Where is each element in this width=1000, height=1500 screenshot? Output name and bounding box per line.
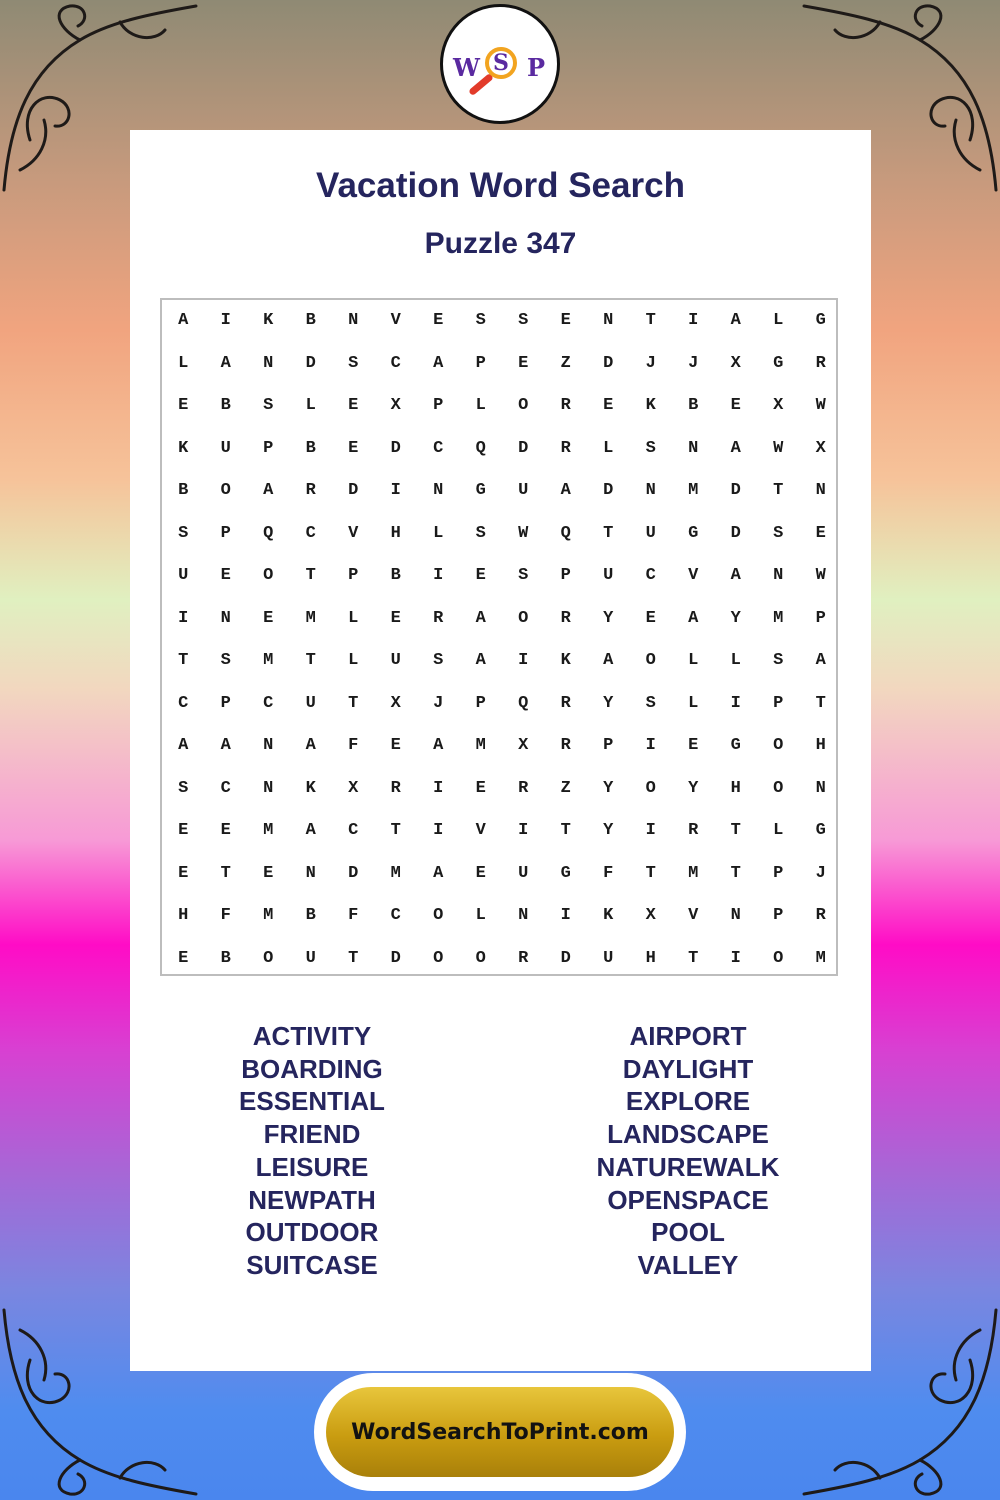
grid-cell[interactable]: S <box>220 651 231 670</box>
grid-cell[interactable]: Z <box>560 353 571 373</box>
grid-cell[interactable]: N <box>688 438 699 458</box>
grid-cell[interactable]: O <box>220 481 231 500</box>
grid-cell[interactable]: E <box>348 396 359 415</box>
grid-cell[interactable]: T <box>730 821 741 840</box>
grid-cell[interactable]: N <box>730 906 741 925</box>
grid-cell[interactable]: X <box>390 396 401 415</box>
grid-cell[interactable]: I <box>730 948 741 968</box>
grid-cell[interactable]: E <box>263 608 274 628</box>
grid-cell[interactable]: S <box>178 778 189 798</box>
word-list-item: EXPLORE <box>625 1086 751 1117</box>
grid-cell[interactable]: P <box>220 693 231 713</box>
grid-cell[interactable]: T <box>348 693 359 713</box>
grid-cell[interactable]: E <box>220 566 231 585</box>
grid-cell[interactable]: E <box>603 396 614 415</box>
grid-cell[interactable]: Y <box>730 608 741 628</box>
word-list-item: AIRPORT <box>629 1021 747 1051</box>
grid-cell[interactable]: R <box>560 736 571 755</box>
grid-cell[interactable]: Y <box>603 693 614 713</box>
grid-cell[interactable]: I <box>433 566 444 585</box>
grid-cell[interactable]: E <box>730 396 741 415</box>
logo-letter-p: P <box>526 53 545 82</box>
grid-cell[interactable]: T <box>220 863 231 883</box>
grid-cell[interactable]: X <box>815 438 826 458</box>
grid-cell[interactable]: P <box>560 566 571 585</box>
grid-cell[interactable]: L <box>773 311 784 330</box>
grid-cell[interactable]: D <box>603 353 614 373</box>
grid-cell[interactable]: E <box>645 608 656 628</box>
word-list-item: NATUREWALK <box>596 1151 780 1182</box>
grid-cell[interactable]: L <box>305 396 316 415</box>
grid-cell[interactable]: N <box>603 311 614 330</box>
grid-cell[interactable]: E <box>475 863 486 883</box>
grid-cell[interactable]: D <box>390 948 401 968</box>
grid-cell[interactable]: D <box>518 438 529 458</box>
grid-cell[interactable]: O <box>773 736 784 755</box>
grid-cell[interactable]: A <box>305 821 316 840</box>
grid-cell[interactable]: C <box>305 523 316 543</box>
grid-cell[interactable]: I <box>433 778 444 798</box>
grid-cell[interactable]: V <box>390 311 401 330</box>
grid-cell[interactable]: O <box>518 396 529 415</box>
logo-letter-s: S <box>493 50 509 76</box>
grid-cell[interactable]: N <box>518 906 529 925</box>
word-list-item: FRIEND <box>263 1119 361 1150</box>
word-list-left <box>162 1020 462 1282</box>
grid-cell[interactable]: L <box>475 906 486 925</box>
grid-cell[interactable]: B <box>305 906 316 925</box>
grid-cell[interactable]: U <box>518 863 529 883</box>
grid-cell[interactable]: E <box>178 821 189 840</box>
grid-cell[interactable]: A <box>475 651 486 670</box>
grid-cell[interactable]: U <box>603 566 614 585</box>
grid-cell[interactable]: E <box>390 736 401 755</box>
grid-cell[interactable]: F <box>603 863 614 883</box>
grid-cell[interactable]: M <box>688 481 699 500</box>
grid-cell[interactable]: A <box>433 736 444 755</box>
grid-cell[interactable]: T <box>305 566 316 585</box>
grid-cell[interactable]: P <box>603 736 614 755</box>
grid-cell[interactable]: D <box>390 438 401 458</box>
grid-cell[interactable]: E <box>475 566 486 585</box>
grid-cell[interactable]: B <box>305 438 316 458</box>
grid-cell[interactable]: M <box>390 863 401 883</box>
grid-cell[interactable]: A <box>560 481 571 500</box>
grid-cell[interactable]: W <box>773 438 784 458</box>
grid-cell[interactable]: C <box>645 566 656 585</box>
grid-cell[interactable]: S <box>518 311 529 330</box>
grid-cell[interactable]: J <box>433 693 444 713</box>
grid-cell[interactable]: R <box>815 353 826 373</box>
grid-cell[interactable]: V <box>348 523 359 543</box>
grid-cell[interactable]: E <box>178 396 189 415</box>
grid-cell[interactable]: O <box>263 566 274 585</box>
letter-grid[interactable] <box>160 298 838 976</box>
grid-cell[interactable]: N <box>645 481 656 500</box>
grid-cell[interactable]: A <box>263 481 274 500</box>
grid-cell[interactable]: S <box>773 651 784 670</box>
footer-banner[interactable] <box>314 1373 686 1491</box>
grid-cell[interactable]: K <box>560 651 571 670</box>
grid-cell[interactable]: L <box>348 608 359 628</box>
grid-cell[interactable]: H <box>815 736 826 755</box>
grid-cell[interactable]: A <box>220 736 231 755</box>
grid-cell[interactable]: J <box>815 863 826 883</box>
grid-cell[interactable]: S <box>263 396 274 415</box>
word-list-item: SUITCASE <box>246 1249 378 1280</box>
grid-cell[interactable]: Q <box>560 523 571 543</box>
grid-cell[interactable]: R <box>815 906 826 925</box>
grid-cell[interactable]: P <box>773 693 784 713</box>
grid-cell[interactable]: U <box>305 693 316 713</box>
grid-cell[interactable]: E <box>560 311 571 330</box>
grid-cell[interactable]: W <box>815 396 826 415</box>
grid-cell[interactable]: I <box>688 311 699 330</box>
grid-cell[interactable]: V <box>475 821 486 840</box>
word-list-item: ESSENTIAL <box>239 1086 385 1117</box>
grid-cell[interactable]: D <box>603 481 614 500</box>
grid-cell[interactable]: E <box>178 863 189 883</box>
grid-cell[interactable]: T <box>348 948 359 968</box>
grid-cell[interactable]: I <box>730 693 741 713</box>
grid-cell[interactable]: M <box>263 906 274 925</box>
grid-cell[interactable]: S <box>645 438 656 458</box>
grid-cell[interactable]: P <box>773 906 784 925</box>
grid-cell[interactable]: R <box>518 778 529 798</box>
grid-cell[interactable]: C <box>390 906 401 925</box>
grid-cell[interactable]: Q <box>475 438 486 458</box>
grid-cell[interactable]: X <box>518 736 529 755</box>
grid-cell[interactable]: H <box>730 778 741 798</box>
grid-cell[interactable]: X <box>730 353 741 373</box>
grid-cell[interactable]: T <box>178 651 189 670</box>
grid-cell[interactable]: O <box>645 651 656 670</box>
grid-cell[interactable]: C <box>348 821 359 840</box>
grid-cell[interactable]: O <box>475 948 486 968</box>
grid-cell[interactable]: B <box>688 396 699 415</box>
page-title: Vacation Word Search <box>316 166 685 205</box>
grid-cell[interactable]: U <box>518 481 529 500</box>
grid-cell[interactable]: A <box>178 311 189 330</box>
grid-cell[interactable]: O <box>518 608 529 628</box>
grid-cell[interactable]: L <box>433 523 444 543</box>
grid-cell[interactable]: E <box>433 311 444 330</box>
grid-cell[interactable]: U <box>178 566 189 585</box>
word-list-item: LANDSCAPE <box>607 1119 769 1150</box>
grid-cell[interactable]: Z <box>560 778 571 798</box>
grid-cell[interactable]: R <box>390 778 401 798</box>
grid-cell[interactable]: N <box>815 778 826 798</box>
grid-cell[interactable]: L <box>348 651 359 670</box>
grid-cell[interactable]: E <box>688 736 699 755</box>
grid-cell[interactable]: A <box>305 736 316 755</box>
grid-cell[interactable]: E <box>475 778 486 798</box>
grid-cell[interactable]: K <box>645 396 656 415</box>
grid-cell[interactable]: P <box>773 863 784 883</box>
grid-cell[interactable]: T <box>390 821 401 840</box>
grid-cell[interactable]: K <box>603 906 614 925</box>
grid-cell[interactable]: R <box>560 396 571 415</box>
grid-cell[interactable]: E <box>390 608 401 628</box>
footer-site-link[interactable]: WordSearchToPrint.com <box>351 1419 649 1445</box>
grid-cell[interactable]: N <box>263 778 274 798</box>
grid-cell[interactable]: N <box>305 863 316 883</box>
grid-cell[interactable]: X <box>773 396 784 415</box>
grid-cell[interactable]: I <box>518 651 529 670</box>
grid-cell[interactable]: T <box>305 651 316 670</box>
word-list-item: OUTDOOR <box>245 1217 379 1248</box>
grid-cell[interactable]: E <box>178 948 189 968</box>
grid-cell[interactable]: L <box>730 651 741 670</box>
grid-cell[interactable]: P <box>433 396 444 415</box>
grid-cell[interactable]: K <box>263 311 274 330</box>
grid-cell[interactable]: I <box>390 481 401 500</box>
grid-cell[interactable]: S <box>645 693 656 713</box>
grid-cell[interactable]: G <box>730 736 741 755</box>
grid-cell[interactable]: T <box>560 821 571 840</box>
word-list-item: NEWPATH <box>248 1184 376 1215</box>
grid-cell[interactable]: O <box>773 948 784 968</box>
grid-cell[interactable]: L <box>773 821 784 840</box>
grid-cell[interactable]: E <box>815 523 826 543</box>
grid-cell[interactable]: C <box>220 778 231 798</box>
word-list-item: LEISURE <box>255 1151 369 1182</box>
grid-cell[interactable]: I <box>518 821 529 840</box>
grid-cell[interactable]: I <box>645 821 656 840</box>
grid-cell[interactable]: I <box>645 736 656 755</box>
grid-cell[interactable]: U <box>390 651 401 670</box>
grid-cell[interactable]: N <box>773 566 784 585</box>
grid-cell[interactable]: A <box>178 736 189 755</box>
grid-cell[interactable]: P <box>815 608 826 628</box>
grid-cell[interactable]: H <box>390 523 401 543</box>
grid-cell[interactable]: S <box>773 523 784 543</box>
grid-cell[interactable]: F <box>348 906 359 925</box>
grid-cell[interactable]: B <box>390 566 401 585</box>
grid-cell[interactable]: A <box>730 438 741 458</box>
grid-cell[interactable]: A <box>603 651 614 670</box>
grid-cell[interactable]: M <box>815 948 826 968</box>
grid-cell[interactable]: P <box>348 566 359 585</box>
grid-cell[interactable]: L <box>178 353 189 373</box>
grid-cell[interactable]: P <box>220 523 231 543</box>
word-list-item: POOL <box>651 1217 725 1248</box>
grid-cell[interactable]: M <box>688 863 699 883</box>
word-list-item: OPENSPACE <box>607 1184 769 1215</box>
grid-cell[interactable]: R <box>305 481 316 500</box>
grid-cell[interactable]: E <box>263 863 274 883</box>
grid-cell[interactable]: H <box>645 948 656 968</box>
grid-cell[interactable]: T <box>730 863 741 883</box>
grid-cell[interactable]: P <box>475 353 486 373</box>
grid-cell[interactable]: G <box>688 523 699 543</box>
grid-cell[interactable]: M <box>475 736 486 755</box>
grid-cell[interactable]: X <box>348 778 359 798</box>
grid-cell[interactable]: A <box>730 311 741 330</box>
grid-cell[interactable]: V <box>688 906 699 925</box>
grid-cell[interactable]: T <box>603 523 614 543</box>
grid-cell[interactable]: D <box>730 481 741 500</box>
grid-cell[interactable]: V <box>688 566 699 585</box>
grid-cell[interactable]: W <box>518 523 529 543</box>
grid-cell[interactable]: Q <box>518 693 529 713</box>
magnifier-icon <box>485 47 517 79</box>
grid-cell[interactable]: Y <box>603 778 614 798</box>
grid-cell[interactable]: A <box>815 651 826 670</box>
grid-cell[interactable]: C <box>390 353 401 373</box>
grid-cell[interactable]: O <box>773 778 784 798</box>
word-list-item: ACTIVITY <box>252 1021 372 1051</box>
grid-cell[interactable]: U <box>220 438 231 458</box>
grid-cell[interactable]: S <box>433 651 444 670</box>
grid-cell[interactable]: Y <box>603 821 614 840</box>
grid-cell[interactable]: D <box>730 523 741 543</box>
grid-cell[interactable]: R <box>560 608 571 628</box>
grid-cell[interactable]: N <box>348 311 359 330</box>
site-logo[interactable] <box>440 4 560 124</box>
grid-cell[interactable]: L <box>603 438 614 458</box>
grid-cell[interactable]: W <box>815 566 826 585</box>
grid-cell[interactable]: K <box>178 438 189 458</box>
grid-cell[interactable]: B <box>220 948 231 968</box>
grid-cell[interactable]: P <box>475 693 486 713</box>
grid-cell[interactable]: I <box>433 821 444 840</box>
word-list-item: DAYLIGHT <box>622 1053 754 1084</box>
grid-cell[interactable]: A <box>433 353 444 373</box>
grid-cell[interactable]: L <box>475 396 486 415</box>
grid-cell[interactable]: F <box>348 736 359 755</box>
grid-cell[interactable]: E <box>348 438 359 458</box>
grid-cell[interactable]: A <box>730 566 741 585</box>
grid-cell[interactable]: B <box>178 481 189 500</box>
footer-button[interactable] <box>326 1387 674 1477</box>
grid-cell[interactable]: B <box>220 396 231 415</box>
grid-cell[interactable]: T <box>645 311 656 330</box>
grid-cell[interactable]: R <box>518 948 529 968</box>
grid-cell[interactable]: N <box>263 736 274 755</box>
grid-cell[interactable]: A <box>688 608 699 628</box>
grid-cell[interactable]: C <box>178 693 189 713</box>
grid-cell[interactable]: T <box>815 693 826 713</box>
grid-cell[interactable]: O <box>433 948 444 968</box>
grid-cell[interactable]: M <box>263 651 274 670</box>
grid-cell[interactable]: E <box>518 353 529 373</box>
word-list-item: VALLEY <box>637 1249 739 1280</box>
grid-cell[interactable]: S <box>178 523 189 543</box>
grid-cell[interactable]: U <box>645 523 656 543</box>
grid-cell[interactable]: T <box>645 863 656 883</box>
grid-cell[interactable]: H <box>178 906 189 925</box>
grid-cell[interactable]: F <box>220 906 231 925</box>
grid-cell[interactable]: A <box>220 353 231 373</box>
grid-cell[interactable]: S <box>348 353 359 373</box>
grid-cell[interactable]: G <box>475 481 486 500</box>
grid-cell[interactable]: Y <box>688 778 699 798</box>
puzzle-number: Puzzle 347 <box>424 227 577 260</box>
grid-cell[interactable]: G <box>815 311 826 330</box>
grid-cell[interactable]: G <box>560 863 571 883</box>
grid-cell[interactable]: R <box>433 608 444 628</box>
puzzle-sheet <box>130 130 871 1371</box>
grid-cell[interactable]: L <box>688 693 699 713</box>
grid-cell[interactable]: D <box>560 948 571 968</box>
grid-cell[interactable]: Q <box>263 523 274 543</box>
grid-cell[interactable]: D <box>305 353 316 373</box>
grid-cell[interactable]: X <box>390 693 401 713</box>
grid-cell[interactable]: T <box>688 948 699 968</box>
grid-cell[interactable]: J <box>645 353 656 373</box>
grid-cell[interactable]: N <box>220 608 231 628</box>
grid-cell[interactable]: Y <box>603 608 614 628</box>
grid-cell[interactable]: X <box>645 906 656 925</box>
grid-cell[interactable]: N <box>263 353 274 373</box>
grid-cell[interactable]: G <box>773 353 784 373</box>
grid-cell[interactable]: S <box>518 566 529 585</box>
grid-cell[interactable]: R <box>688 821 699 840</box>
grid-cell[interactable]: D <box>348 481 359 500</box>
grid-cell[interactable]: R <box>560 693 571 713</box>
grid-cell[interactable]: M <box>263 821 274 840</box>
grid-cell[interactable]: C <box>433 438 444 458</box>
word-list-right <box>538 1020 838 1282</box>
grid-cell[interactable]: D <box>348 863 359 883</box>
grid-cell[interactable]: U <box>305 948 316 968</box>
grid-cell[interactable]: K <box>305 778 316 798</box>
grid-cell[interactable]: S <box>475 311 486 330</box>
grid-cell[interactable]: M <box>773 608 784 628</box>
grid-cell[interactable]: I <box>178 608 189 628</box>
grid-cell[interactable]: O <box>645 778 656 798</box>
grid-cell[interactable]: T <box>773 481 784 500</box>
grid-cell[interactable]: L <box>688 651 699 670</box>
grid-cell[interactable]: A <box>475 608 486 628</box>
logo-letter-w: W <box>453 53 480 82</box>
grid-cell[interactable]: P <box>263 438 274 458</box>
grid-cell[interactable]: J <box>688 353 699 373</box>
grid-cell[interactable]: G <box>815 821 826 840</box>
grid-cell[interactable]: R <box>560 438 571 458</box>
grid-cell[interactable]: S <box>475 523 486 543</box>
word-list-item: BOARDING <box>241 1053 383 1084</box>
grid-cell[interactable]: I <box>560 906 571 925</box>
grid-cell[interactable]: B <box>305 311 316 330</box>
grid-cell[interactable]: A <box>433 863 444 883</box>
grid-cell[interactable]: C <box>263 693 274 713</box>
grid-cell[interactable]: N <box>815 481 826 500</box>
grid-cell[interactable]: I <box>220 311 231 330</box>
grid-cell[interactable]: O <box>263 948 274 968</box>
grid-cell[interactable]: U <box>603 948 614 968</box>
grid-cell[interactable]: O <box>433 906 444 925</box>
grid-cell[interactable]: N <box>433 481 444 500</box>
grid-cell[interactable]: M <box>305 608 316 628</box>
grid-cell[interactable]: E <box>220 821 231 840</box>
